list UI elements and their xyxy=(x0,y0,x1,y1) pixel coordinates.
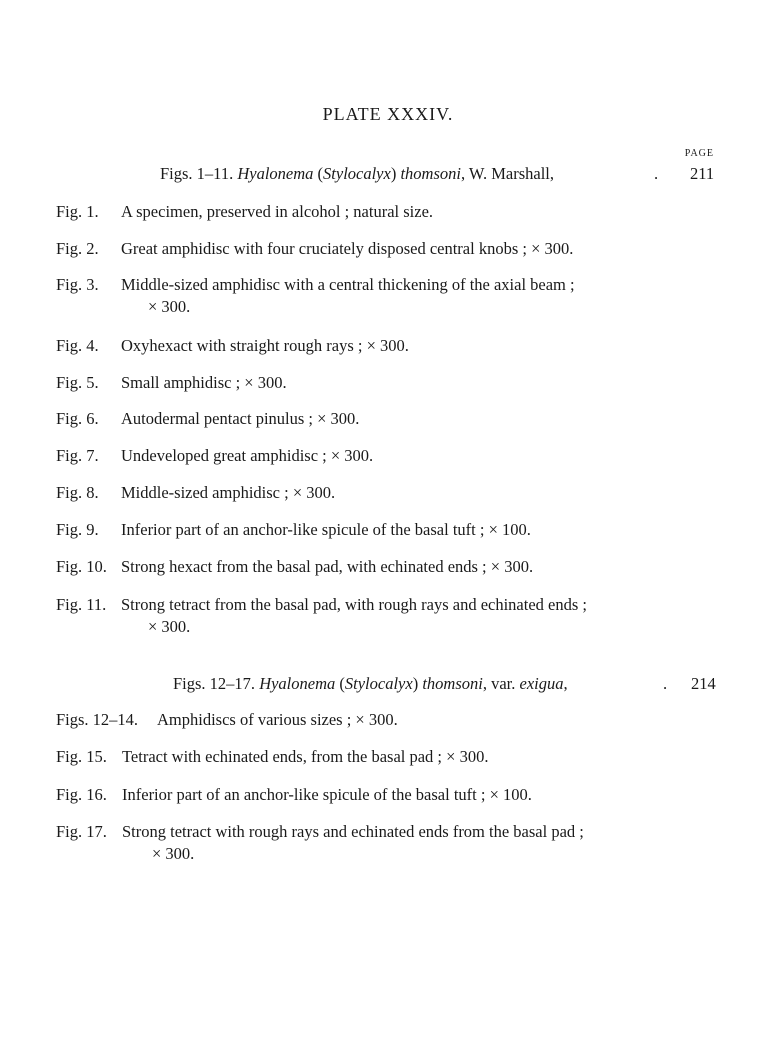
figure-label: Fig. 4. xyxy=(56,336,99,355)
figure-entry xyxy=(56,709,686,731)
figure-entry xyxy=(56,445,686,467)
figure-entry xyxy=(56,746,686,768)
species-name: thomsoni xyxy=(422,674,483,693)
figure-entry xyxy=(56,784,686,806)
figure-description: A specimen, preserved in alcohol ; natural size. xyxy=(121,202,434,221)
subgenus-name: Stylocalyx xyxy=(323,164,391,183)
figure-description: Middle-sized amphidisc with a central thickening of the axial beam ; xyxy=(121,275,575,294)
genus-name: Hyalonema xyxy=(237,164,314,183)
figure-label: Fig. 2. xyxy=(56,239,99,258)
figure-description: Small amphidisc ; × 300. xyxy=(121,373,287,392)
figure-entry xyxy=(56,408,686,430)
page-number: 211 xyxy=(690,164,715,183)
figure-description: Undeveloped great amphidisc ; × 300. xyxy=(121,446,374,465)
figure-label: Fig. 7. xyxy=(56,446,99,465)
figure-description: Inferior part of an anchor-like spicule of the basal tuft ; × 100. xyxy=(122,785,532,804)
figure-description-continuation: × 300. xyxy=(152,844,195,863)
figure-description: Strong hexact from the basal pad, with echinated ends ; × 300. xyxy=(121,557,534,576)
authority: , W. Marshall, xyxy=(460,164,555,183)
figure-description: Middle-sized amphidisc ; × 300. xyxy=(121,483,336,502)
figure-label: Fig. 1. xyxy=(56,202,99,221)
figure-label: Fig. 17. xyxy=(56,822,107,841)
figure-description: Strong tetract with rough rays and echinated ends from the basal pad ; xyxy=(122,822,584,841)
figure-label: Fig. 15. xyxy=(56,747,107,766)
figure-entry xyxy=(56,482,686,504)
figure-entry xyxy=(56,274,686,318)
authority-suffix: , xyxy=(563,674,568,693)
figure-label: Fig. 9. xyxy=(56,520,99,539)
figure-label: Fig. 3. xyxy=(56,275,99,294)
figure-label: Fig. 10. xyxy=(56,557,107,576)
figure-description-continuation: × 300. xyxy=(148,297,191,316)
figure-entry xyxy=(56,372,686,394)
figure-entry xyxy=(56,201,686,223)
figure-label: Fig. 5. xyxy=(56,373,99,392)
authority: , var. xyxy=(482,674,520,693)
leader-dot: . xyxy=(654,164,659,183)
figure-label: Fig. 6. xyxy=(56,409,99,428)
figure-description: Strong tetract from the basal pad, with rough rays and echinated ends ; xyxy=(121,595,587,614)
figure-entry xyxy=(56,556,686,578)
figure-entry xyxy=(56,594,686,638)
figure-description: Amphidiscs of various sizes ; × 300. xyxy=(157,710,398,729)
figure-description-continuation: × 300. xyxy=(148,617,191,636)
section-figs: Figs. 1–11. xyxy=(160,164,234,183)
figure-entry xyxy=(56,821,686,865)
figure-label: Fig. 8. xyxy=(56,483,99,502)
species-name: thomsoni xyxy=(400,164,461,183)
figure-description: Great amphidisc with four cruciately disposed central knobs ; × 300. xyxy=(121,239,574,258)
figure-description: Oxyhexact with straight rough rays ; × 300. xyxy=(121,336,409,355)
figure-entry xyxy=(56,519,686,541)
plate-title: PLATE XXXIV. xyxy=(322,104,454,124)
figure-label: Fig. 11. xyxy=(56,595,107,614)
figure-description: Inferior part of an anchor-like spicule of the basal tuft ; × 100. xyxy=(121,520,531,539)
figure-label: Figs. 12–14. xyxy=(56,710,139,729)
page-column-label: PAGE xyxy=(684,148,714,159)
figure-entry xyxy=(56,238,686,260)
figure-description: Autodermal pentact pinulus ; × 300. xyxy=(121,409,360,428)
page-number: 214 xyxy=(691,674,716,693)
variety-name: exigua xyxy=(519,674,564,693)
leader-dot: . xyxy=(663,674,668,693)
figure-entry xyxy=(56,335,686,357)
section-heading: Figs. 1–11. Hyalonema (Stylocalyx) thomsoni, W. Marshall, . 211 xyxy=(160,164,715,183)
genus-name: Hyalonema xyxy=(259,674,336,693)
section-figs: Figs. 12–17. xyxy=(173,674,256,693)
figure-description: Tetract with echinated ends, from the basal pad ; × 300. xyxy=(122,747,489,766)
figure-label: Fig. 16. xyxy=(56,785,107,804)
section-heading: Figs. 12–17. Hyalonema (Stylocalyx) thomsoni, var. exigua, . 214 xyxy=(173,674,716,693)
subgenus-name: Stylocalyx xyxy=(344,674,413,693)
